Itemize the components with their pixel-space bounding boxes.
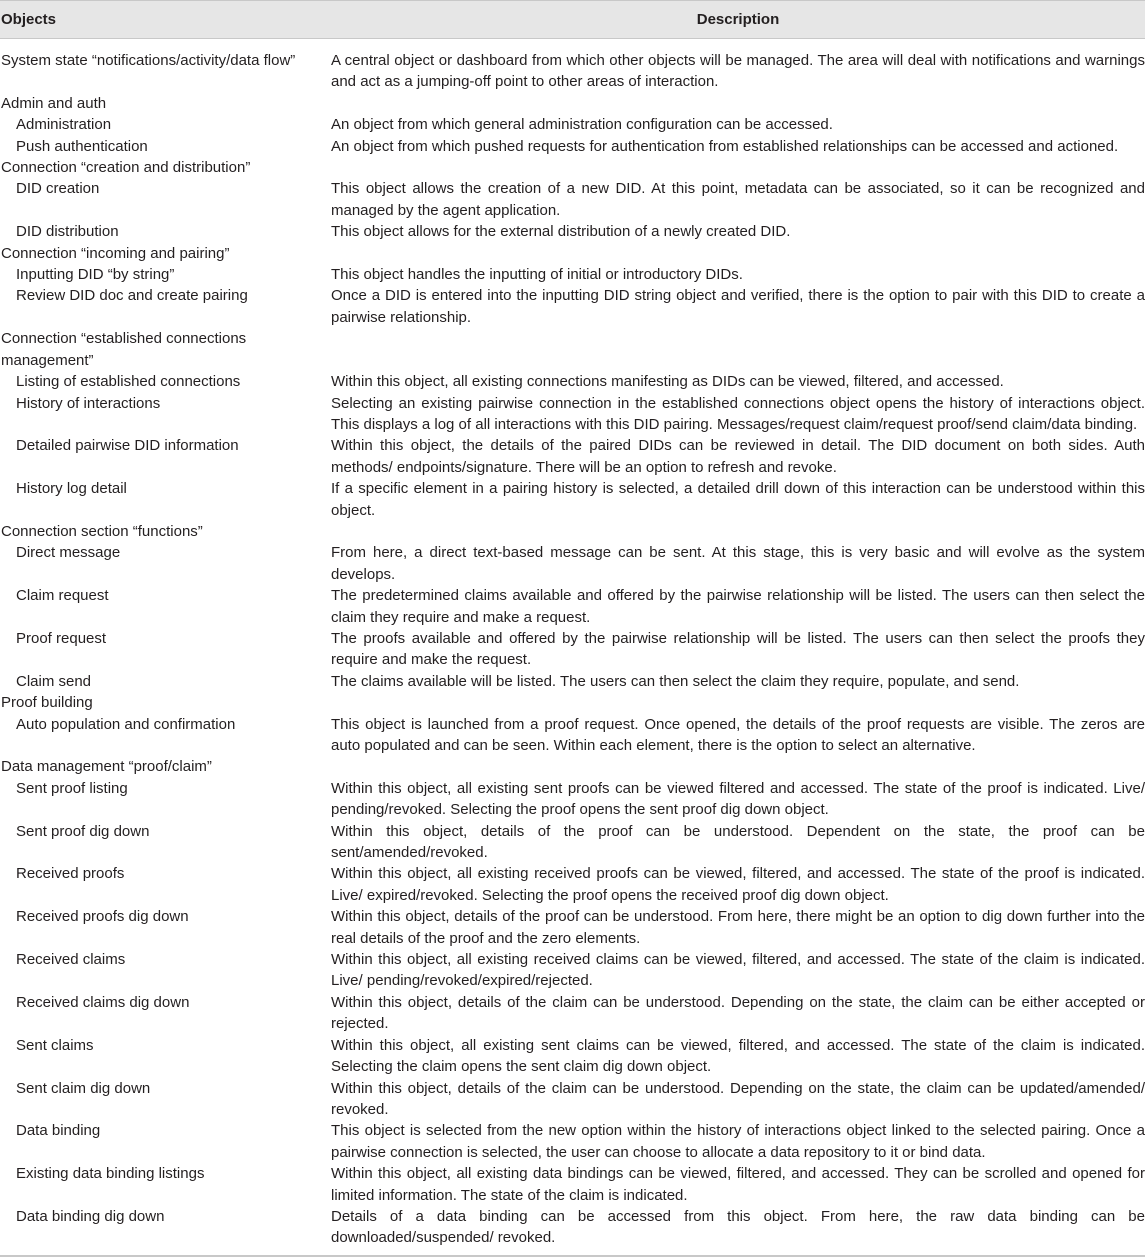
- object-name: Received proofs dig down: [16, 908, 189, 926]
- object-name: Listing of established connections: [16, 373, 241, 391]
- object-description: [331, 692, 1145, 713]
- table-row: [0, 585, 1145, 628]
- object-name: Received claims: [16, 951, 126, 969]
- object-description: Within this object, all existing received proofs can be viewed, filtered, and accessed. The state of the proof is indicated. Live/ expired/revoked. Selecting the proof opens the received proof dig down object.: [331, 865, 1145, 904]
- table-body: [0, 39, 1145, 1256]
- table-row: [0, 1206, 1145, 1256]
- object-description: Details of a data binding can be accessed from this object. From here, the raw data binding can be downloaded/suspended/ revoked.: [331, 1207, 1145, 1247]
- object-description: [331, 243, 1145, 264]
- table-row: [0, 157, 1145, 178]
- table-row: [0, 328, 1145, 371]
- section-heading: Connection “established connections management”: [1, 330, 247, 369]
- object-name: Proof request: [16, 629, 107, 647]
- object-name: Administration: [16, 116, 112, 134]
- section-heading: Connection section “functions”: [1, 522, 203, 540]
- object-description: [331, 93, 1145, 114]
- header-objects: Objects: [0, 1, 331, 39]
- table-row: [0, 393, 1145, 436]
- object-description: Within this object, details of the claim can be understood. Depending on the state, the claim can be updated/amended/ revoked.: [331, 1079, 1145, 1118]
- object-name: Inputting DID “by string”: [16, 266, 175, 284]
- object-name: Direct message: [16, 544, 121, 562]
- table-row: [0, 285, 1145, 328]
- object-name: History log detail: [16, 480, 127, 498]
- object-description: Within this object, all existing sent claims can be viewed, filtered, and accessed. The state of the claim is indicated. Selecting the claim opens the sent claim dig down object.: [331, 1036, 1145, 1076]
- section-heading: Connection “creation and distribution”: [1, 159, 251, 177]
- table-row: [0, 521, 1145, 542]
- table-row: [0, 221, 1145, 242]
- table-row: [0, 692, 1145, 713]
- object-description: This object is launched from a proof request. Once opened, the details of the proof requests are visible. The zeros are auto populated and can be seen. Within each element, there is the option to select an alternative.: [331, 715, 1145, 754]
- table-row: [0, 756, 1145, 777]
- table-row: [0, 1035, 1145, 1078]
- object-description: An object from which pushed requests for authentication from established relationships can be accessed and actioned.: [331, 137, 1119, 155]
- table-row: [0, 714, 1145, 757]
- table-row: [0, 906, 1145, 949]
- object-description: This object handles the inputting of initial or introductory DIDs.: [331, 266, 743, 284]
- object-name: Received claims dig down: [16, 993, 190, 1011]
- object-description: [331, 756, 1145, 777]
- table-row: [0, 39, 1145, 93]
- object-description: An object from which general administration configuration can be accessed.: [331, 116, 833, 134]
- table-row: [0, 1078, 1145, 1121]
- header-description: Description: [331, 1, 1145, 39]
- object-description: Within this object, all existing connections manifesting as DIDs can be viewed, filtered, and accessed.: [331, 373, 1004, 391]
- table-row: [0, 949, 1145, 992]
- header-row: [0, 1, 1145, 39]
- table-row: [0, 371, 1145, 392]
- object-name: Sent proof listing: [16, 779, 128, 797]
- object-name: Received proofs: [16, 865, 125, 883]
- object-description: Within this object, all existing received claims can be viewed, filtered, and accessed. The state of the claim is indicated. Live/ pending/revoked/expired/rejected.: [331, 951, 1145, 990]
- table-row: [0, 478, 1145, 521]
- table-row: [0, 542, 1145, 585]
- object-name: Claim send: [16, 672, 92, 690]
- object-description: If a specific element in a pairing history is selected, a detailed drill down of this interaction can be understood within this object.: [331, 480, 1145, 519]
- object-name: Data binding dig down: [16, 1207, 165, 1225]
- object-description: This object allows for the external distribution of a newly created DID.: [331, 223, 791, 241]
- object-description: Within this object, the details of the paired DIDs can be reviewed in detail. The DID document on both sides. Auth methods/ endpoints/signature. There will be an option to refresh and revoke.: [331, 437, 1145, 476]
- section-heading: Proof building: [1, 694, 93, 712]
- table-row: [0, 114, 1145, 135]
- object-name: Data binding: [16, 1122, 101, 1140]
- table-row: [0, 93, 1145, 114]
- object-description: The predetermined claims available and offered by the pairwise relationship will be listed. The users can then select the claim they require and make a request.: [331, 587, 1145, 626]
- table-row: [0, 778, 1145, 821]
- object-description: The claims available will be listed. The users can then select the claim they require, populate, and send.: [331, 672, 1020, 690]
- object-description: [331, 328, 1145, 371]
- object-description: A central object or dashboard from which other objects will be managed. The area will deal with notifications and warnings and act as a jumping-off point to other areas of interaction.: [331, 52, 1145, 91]
- object-description: Within this object, details of the proof can be understood. From here, there might be an option to dig down further into the real details of the proof and the zero elements.: [331, 908, 1145, 947]
- object-name: Sent claim dig down: [16, 1079, 151, 1097]
- object-name: Review DID doc and create pairing: [16, 287, 248, 305]
- object-name: Sent proof dig down: [16, 822, 150, 840]
- object-description: [331, 521, 1145, 542]
- object-name: Existing data binding listings: [16, 1165, 205, 1183]
- object-description: Within this object, all existing sent proofs can be viewed filtered and accessed. The state of the proof is indicated. Live/ pending/revoked. Selecting the proof opens the sent proof dig down object.: [331, 779, 1145, 819]
- table-row: [0, 992, 1145, 1035]
- table-row: [0, 863, 1145, 906]
- table-row: [0, 243, 1145, 264]
- table-row: [0, 628, 1145, 671]
- table-row: [0, 435, 1145, 478]
- table-row: [0, 671, 1145, 692]
- object-description: Once a DID is entered into the inputting DID string object and verified, there is the option to pair with this DID to create a pairwise relationship.: [331, 287, 1145, 326]
- object-description: [331, 157, 1145, 178]
- object-name: Push authentication: [16, 137, 148, 155]
- table-row: [0, 1120, 1145, 1163]
- object-description: This object allows the creation of a new DID. At this point, metadata can be associated, so it can be recognized and managed by the agent application.: [331, 180, 1145, 219]
- object-name: Detailed pairwise DID information: [16, 437, 239, 455]
- section-heading: Data management “proof/claim”: [1, 758, 212, 776]
- object-name: Sent claims: [16, 1036, 94, 1054]
- object-name: DID creation: [16, 180, 100, 198]
- object-description: The proofs available and offered by the pairwise relationship will be listed. The users can then select the proofs they require and make the request.: [331, 629, 1145, 669]
- table-row: [0, 136, 1145, 157]
- object-name: History of interactions: [16, 394, 161, 412]
- object-description: Within this object, all existing data bindings can be viewed, filtered, and accessed. They can be scrolled and opened for limited information. The state of the claim is indicated.: [331, 1165, 1145, 1204]
- object-name: DID distribution: [16, 223, 119, 241]
- table-row: [0, 178, 1145, 221]
- object-description: This object is selected from the new option within the history of interactions object linked to the selected pairing. Once a pairwise connection is selected, the user can choose to allocate a data repository to it or bind data.: [331, 1122, 1145, 1161]
- table-row: [0, 821, 1145, 864]
- object-description: Within this object, details of the proof can be understood. Dependent on the state, the proof can be sent/amended/revoked.: [331, 822, 1145, 862]
- object-description: From here, a direct text-based message can be sent. At this stage, this is very basic and will evolve as the system develops.: [331, 544, 1145, 583]
- section-heading: Connection “incoming and pairing”: [1, 244, 230, 262]
- object-description: Selecting an existing pairwise connection in the established connections object opens the history of interactions object. This displays a log of all interactions with this DID pairing. Messages/request claim/request proof/send claim/data binding.: [331, 394, 1145, 433]
- section-heading: System state “notifications/activity/data flow”: [1, 52, 296, 69]
- table-row: [0, 264, 1145, 285]
- object-name: Auto population and confirmation: [16, 715, 236, 733]
- section-heading: Admin and auth: [1, 94, 107, 112]
- table-row: [0, 1163, 1145, 1206]
- object-description: Within this object, details of the claim can be understood. Depending on the state, the claim can be either accepted or rejected.: [331, 993, 1145, 1033]
- object-name: Claim request: [16, 587, 109, 605]
